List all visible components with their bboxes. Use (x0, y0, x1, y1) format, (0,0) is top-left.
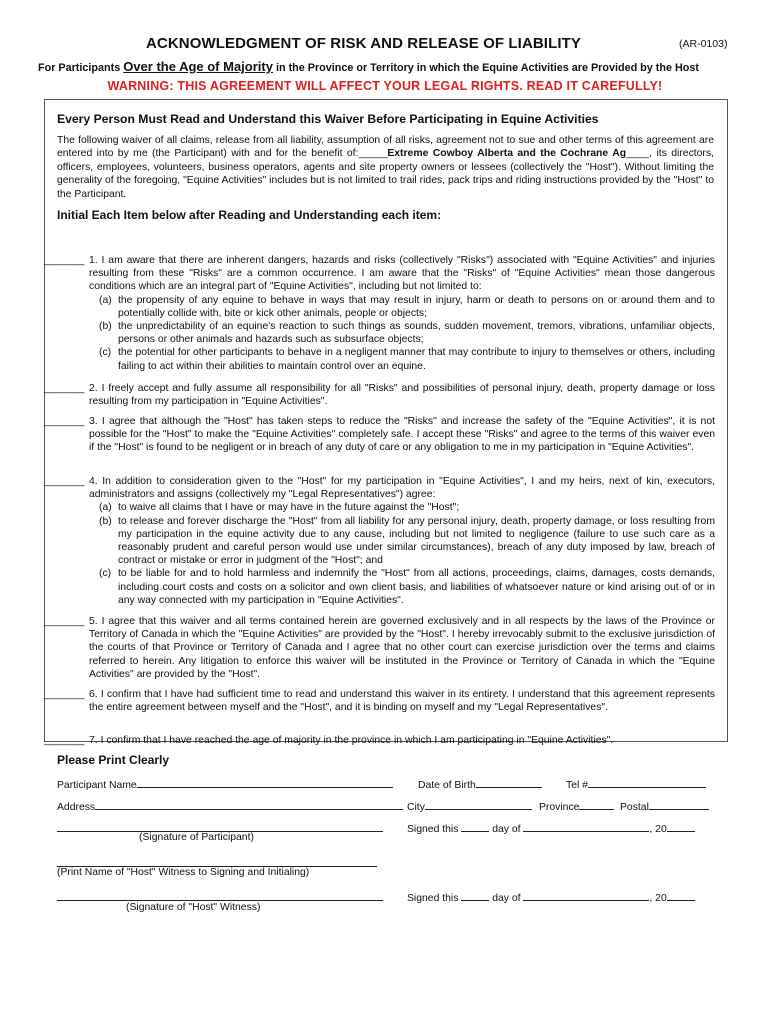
waiver-item-7 (44, 734, 715, 747)
item-text: I confirm that I have had sufficient time to read and understand this waiver in its entirety. I understand that this agreement represents the entire agreement between myself and the "Host", and it is binding on myself and my "Legal Representatives". (89, 689, 716, 714)
intro-text-2: ____, its directors, officers, employees, volunteers, business operators, agents and site property owners or lessees (collectively the "Host"). Without limiting the generality of the foregoing, "Equine Activities" includes but is not limited to trail rides, pack trips and riding instructions provided by the "Host" to the Participant. (57, 148, 714, 200)
waiver-item-2 (44, 382, 715, 408)
item-text: I am aware that there are inherent dangers, hazards and risks (collectively "Risks") associated with "Equine Activities" and injuries resulting from these "Risks" are a common occurrence. I am aware that the "Risks" of "Equine Activities" mean those dangerous conditions which are an integral part of "Equine Activities", including but not limited to: (89, 255, 715, 293)
sub-item-4b: (b) to release and forever discharge the "Host" from all liability for any personal injury, death, property damage, or loss resulting from my participation in the equine activity due to any cause, including but not limited to negligence (failure to use such care as a reasonably prudent and careful person would use under similar circumstances), breach of any duty imposed by law, breach of contract or mistake or error in judgment of the "Host"; and (99, 515, 715, 567)
item-number: 6. (89, 689, 98, 700)
waiver-item-4 (44, 475, 715, 607)
item-text: I agree that this waiver and all terms contained herein are governed exclusively and in all respects by the laws of the Province or Territory of Canada in which the "Equine Activities" are provided by the "Host". I hereby irrevocably submit to the exclusive jurisdiction of the courts of that Province or Territory of Canada and I agree that no other court can exercise jurisdiction over the terms and claims referred to herein. Any litigation to enforce this waiver will be instituted in the Province or Territory of Canada in which the "Equine Activities" are provided by the "Host". (89, 616, 715, 680)
subheading (38, 59, 738, 74)
subheading-pre: For Participants (38, 62, 124, 74)
waiver-item-3 (44, 415, 715, 455)
warning-banner: WARNING: THIS AGREEMENT WILL AFFECT YOUR LEGAL RIGHTS. READ IT CAREFULLY! (107, 79, 663, 93)
initial-blank-1[interactable]: _______ (44, 255, 85, 266)
witness-signed-date[interactable]: Signed this day of , 20 (407, 889, 695, 904)
date-of-birth-field[interactable]: Date of Birth (418, 776, 542, 791)
initial-blank-7[interactable]: _______ (44, 735, 85, 746)
witness-signature-caption: (Signature of "Host" Witness) (126, 902, 261, 913)
item-number: 2. (89, 383, 98, 394)
address-field[interactable]: Address (57, 798, 403, 813)
form-number: (AR-0103) (679, 38, 728, 50)
item-number: 7. (89, 735, 98, 746)
city-field[interactable]: City (407, 798, 532, 813)
initial-blank-6[interactable]: _______ (44, 689, 85, 700)
initial-blank-3[interactable]: _______ (44, 416, 85, 427)
postal-field[interactable]: Postal (620, 798, 709, 813)
participant-signed-date[interactable]: Signed this day of , 20 (407, 820, 695, 835)
subheading-emphasis: Over the Age of Majority (123, 59, 273, 74)
initial-instruction: Initial Each Item below after Reading and Understanding each item: (57, 208, 442, 222)
document-title: ACKNOWLEDGMENT OF RISK AND RELEASE OF LIABILITY (146, 35, 581, 52)
waiver-item-1 (44, 254, 715, 373)
intro-paragraph (57, 134, 714, 201)
initial-blank-2[interactable]: _______ (44, 383, 85, 394)
item-number: 3. (89, 416, 98, 427)
participant-name-field[interactable]: Participant Name (57, 776, 393, 791)
waiver-item-5 (44, 615, 715, 681)
sub-item-1a: (a) the propensity of any equine to behave in ways that may result in injury, harm or death to persons on or around them and to potentially collide with, bite or kick other animals, people or objects; (99, 294, 715, 319)
sub-item-1c: (c) the potential for other participants to behave in a negligent manner that may contribute to injury to themselves or others, including failing to act within their abilities to maintain control over an equine. (99, 347, 715, 372)
item-number: 5. (89, 616, 98, 627)
waiver-box-title: Every Person Must Read and Understand this Waiver Before Participating in Equine Activities (57, 112, 599, 126)
tel-field[interactable]: Tel # (566, 776, 706, 791)
intro-text-1: The following waiver of all claims, release from all liability, assumption of all risks, agreement not to sue and other terms of this agreement are entered into by me (the Participant) with and for the benefit of:_____ (57, 135, 714, 160)
sub-item-1b: (b) the unpredictability of an equine's reaction to such things as sounds, sudden movement, tremors, vibrations, unfamiliar objects, persons or other animals and hazards such as subsurface objects; (99, 321, 715, 346)
item-text: I freely accept and fully assume all responsibility for all "Risks" and possibilities of personal injury, death, property damage or loss resulting from my participation in "Equine Activities". (89, 383, 715, 408)
sub-item-4a: (a) to waive all claims that I have or may have in the future against the "Host"; (99, 502, 460, 514)
item-number: 1. (89, 255, 98, 266)
item-number: 4. (89, 476, 98, 487)
waiver-item-6 (44, 688, 715, 714)
participant-signature-caption: (Signature of Participant) (139, 832, 254, 843)
item-text: I confirm that I have reached the age of majority in the province in which I am participating in "Equine Activities". (100, 735, 614, 746)
initial-blank-4[interactable]: _______ (44, 476, 85, 487)
sub-item-4c: (c) to be liable for and to hold harmless and indemnify the "Host" from all actions, proceedings, claims, damages, costs demands, including court costs and costs on a solicitor and own client basis, and liabilities of whatsoever nature or kind arising out of or in any way connected with my participation in "Equine Activities". (99, 568, 715, 606)
item-text: I agree that although the "Host" has taken steps to reduce the "Risks" and increase the safety of the "Equine Activities", it is not possible for the "Host" to make the "Equine Activities" completely safe. I accept these "Risks" and agree to the terms of this waiver even if the "Host" is found to be negligent or in breach of any duty of care or any obligation to me in my participation in "Equine Activities". (89, 416, 715, 454)
witness-name-caption: (Print Name of "Host" Witness to Signing and Initialing) (57, 867, 310, 878)
item-text: In addition to consideration given to the "Host" for my participation in "Equine Activities", I and my heirs, next of kin, executors, administrators and assigns (collectively my "Legal Representatives") agree: (89, 476, 716, 501)
province-field[interactable]: Province (539, 798, 614, 813)
print-clearly-heading: Please Print Clearly (57, 753, 170, 767)
initial-blank-5[interactable]: _______ (44, 616, 85, 627)
host-name: Extreme Cowboy Alberta and the Cochrane Ag (387, 148, 627, 160)
subheading-post: in the Province or Territory in which the Equine Activities are Provided by the Host (272, 62, 699, 74)
